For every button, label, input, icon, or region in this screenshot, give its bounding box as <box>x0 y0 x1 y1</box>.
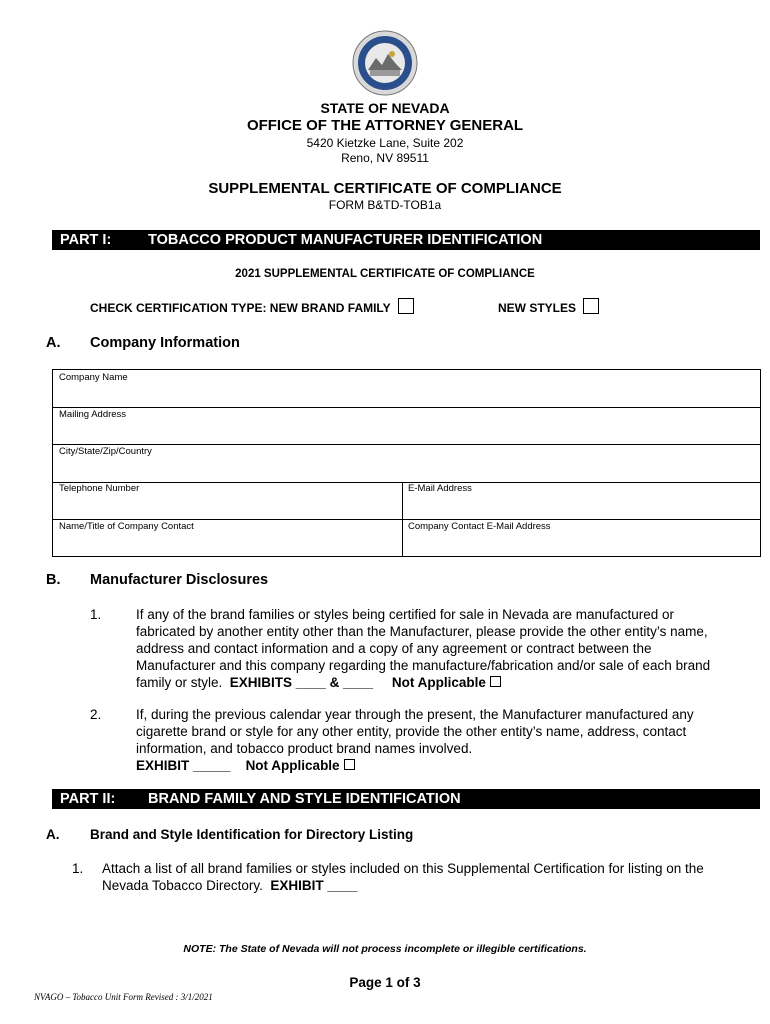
part-2-item-text: Attach a list of all brand families or styles included on this Supplemental Certification for listing on the Nevada Tobacco Directory. <box>102 861 704 893</box>
item-1-body <box>136 606 726 691</box>
address-line-2: Reno, NV 89511 <box>341 151 429 165</box>
section-a-letter: A. <box>46 335 61 351</box>
item-2-na-checkbox[interactable] <box>344 759 355 770</box>
part-2-section-a-title: Brand and Style Identification for Directory Listing <box>90 827 414 842</box>
contact-email-field[interactable]: Company Contact E-Mail Address <box>408 521 551 532</box>
item-2-not-applicable: Not Applicable <box>245 758 340 773</box>
city-state-zip-field[interactable]: City/State/Zip/Country <box>59 446 152 457</box>
company-name-field[interactable]: Company Name <box>59 372 128 383</box>
item-2-text: If, during the previous calendar year through the present, the Manufacturer manufactured any cigarette brand or style for any other entity, provide the other entity’s name, address, contact information, and tobacco product brand names involved. <box>136 707 694 756</box>
part-1-number: PART I: <box>60 232 112 248</box>
item-2-number: 2. <box>90 707 102 722</box>
part-1-title: TOBACCO PRODUCT MANUFACTURER IDENTIFICATION <box>148 232 543 248</box>
mailing-address-field[interactable]: Mailing Address <box>59 409 127 420</box>
part-2-section-a-letter: A. <box>46 827 60 842</box>
new-styles-label: NEW STYLES <box>498 301 577 315</box>
cert-type-row <box>90 298 414 315</box>
section-b-title: Manufacturer Disclosures <box>90 572 269 588</box>
email-field[interactable]: E-Mail Address <box>408 483 472 494</box>
section-b-letter: B. <box>46 572 61 588</box>
telephone-field[interactable]: Telephone Number <box>59 483 140 494</box>
part-2-item-exhibit: EXHIBIT ____ <box>270 878 358 893</box>
item-1-number: 1. <box>90 607 102 622</box>
footer-note: NOTE: The State of Nevada will not process incomplete or illegible certifications. <box>183 943 587 955</box>
item-2-body <box>136 706 726 774</box>
office-name: OFFICE OF THE ATTORNEY GENERAL <box>246 117 524 134</box>
part-2-title: BRAND FAMILY AND STYLE IDENTIFICATION <box>148 791 461 807</box>
part-2-item-body <box>102 860 732 894</box>
item-1-text: If any of the brand families or styles being certified for sale in Nevada are manufactured or fabricated by another entity other than the Manufacturer, please provide the other entity’s name, address and contact information and a copy of any agreement or contract between the Manufacturer and this company regarding the manufacture/fabrication and/or sale of each brand family or style. <box>136 607 711 690</box>
new-styles-checkbox[interactable] <box>583 298 599 314</box>
item-2-exhibit: EXHIBIT _____ <box>136 758 231 773</box>
item-1-exhibits: EXHIBITS ____ & ____ <box>229 675 374 690</box>
form-revised-note: NVAGO – Tobacco Unit Form Revised : 3/1/2021 <box>34 992 213 1002</box>
item-1-not-applicable: Not Applicable <box>391 675 486 690</box>
page-number: Page 1 of 3 <box>349 975 421 990</box>
contact-name-field[interactable]: Name/Title of Company Contact <box>59 521 194 532</box>
new-styles-row <box>498 298 599 315</box>
new-brand-family-checkbox[interactable] <box>398 298 414 314</box>
part-1-bar <box>52 230 760 250</box>
address-line-1: 5420 Kietzke Lane, Suite 202 <box>306 136 464 150</box>
part-1-subtitle: 2021 SUPPLEMENTAL CERTIFICATE OF COMPLIANCE <box>235 268 535 280</box>
item-1-na-checkbox[interactable] <box>490 676 501 687</box>
form-number: FORM B&TD-TOB1a <box>328 198 442 212</box>
part-2-item-number: 1. <box>72 861 84 876</box>
company-info-table <box>52 369 761 557</box>
new-brand-family-label: CHECK CERTIFICATION TYPE: NEW BRAND FAMILY <box>90 301 391 315</box>
state-name: STATE OF NEVADA <box>320 100 450 116</box>
form-title: SUPPLEMENTAL CERTIFICATE OF COMPLIANCE <box>208 180 562 197</box>
part-2-number: PART II: <box>60 791 116 807</box>
part-2-bar <box>52 789 760 809</box>
state-seal-icon <box>352 30 418 96</box>
section-a-title: Company Information <box>90 335 240 351</box>
